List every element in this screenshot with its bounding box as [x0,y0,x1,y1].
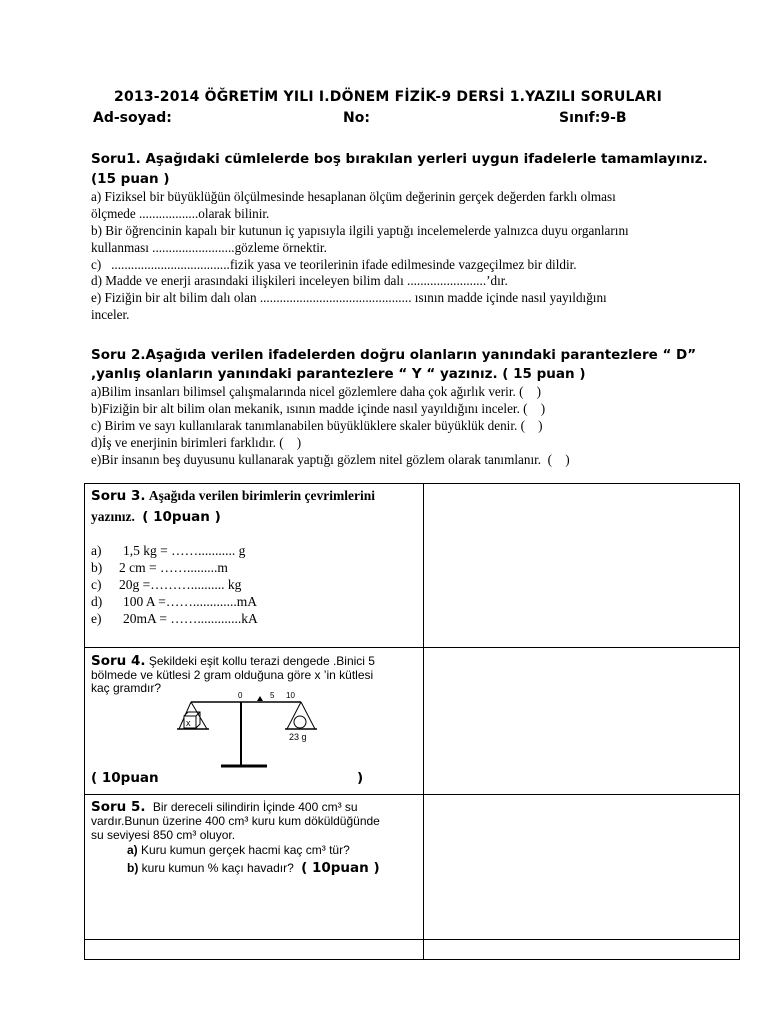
q4-text-cont: bölmede ve kütlesi 2 gram olduğuna göre x ’in kütlesi [91,668,374,682]
rider-marker-icon [257,696,263,701]
q3-cell [85,484,424,648]
q4-cell [85,648,424,795]
q2-heading: Soru 2.Aşağıda verilen ifadelerden doğru olanların yanındaki parantezlere “ D” [91,347,697,363]
q5-answer-area [424,795,740,940]
q3-answer-area [424,484,740,648]
q5-part-b: b) kuru kumun % kaçı havadır? ( 10puan ) [127,860,380,876]
exam-title: 2013-2014 ÖĞRETİM YILI I.DÖNEM FİZİK-9 DERSİ 1.YAZILI SORULARI [114,89,663,105]
name-label: Ad-soyad: [93,110,172,126]
q3-label: Soru 3. [91,488,146,504]
q2-line: e)Bir insanın beş duyusunu kullanarak yaptığı gözlem nitel gözlem olarak tanımlanır. ( ) [91,452,570,467]
q3-item: a) 1,5 kg = ……........... g [91,543,246,558]
class-label: Sınıf:9-B [559,110,627,126]
q5-text: Bir dereceli silindirin İçinde 400 cm³ su [152,800,358,814]
q5-text-cont: vardır.Bunun üzerine 400 cm³ kuru kum döküldüğünde [91,814,380,828]
q2-line: c) Birim ve sayı kullanılarak tanımlanabilen büyüklüklere skaler büyüklük denir. ( ) [91,418,543,433]
q5-part-a: a) Kuru kumun gerçek hacmi kaç cm³ tür? [127,843,350,857]
number-label: No: [343,110,370,126]
q4-label: Soru 4. [91,653,146,669]
q5-points: ( 10puan ) [301,860,380,876]
q4-text: Şekildeki eşit kollu terazi dengede .Binici 5 [148,654,375,668]
q4-points-open: ( 10puan [91,770,159,786]
q1-line: d) Madde ve enerji arasındaki ilişkileri inceleyen bilim dalı ........................’dır. [91,273,508,288]
cube-x-icon [184,712,200,728]
q2-heading-cont: ,yanlış olanların yanındaki parantezlere “ Y “ yazınız. ( 15 puan ) [91,366,586,382]
empty-cell [85,940,424,960]
tick-label-5: 5 [270,691,275,700]
q3-item: c) 20g =……….......... kg [91,577,242,592]
q1-line: a) Fiziksel bir büyüklüğün ölçülmesinde hesaplanan ölçüm değerinin gerçek değerden farklı olması [91,189,616,204]
q5-text-cont: su seviyesi 850 cm³ oluyor. [91,828,236,842]
q2-line: d)İş ve enerjinin birimleri farklıdır. ( ) [91,435,302,450]
weight-ball-icon [294,716,306,728]
q4-points-close: ) [357,770,364,786]
balance-scale-figure [177,691,317,769]
q5-cell [85,795,424,940]
left-mass-label: x [186,718,191,728]
q1-line: b) Bir öğrencinin kapalı bir kutunun iç yapısıyla ilgili yaptığı incelemelerde yalnızca duyu organlarını [91,223,629,238]
q1-line: e) Fiziğin bir alt bilim dalı olan .............................................. ısının madde içinde nasıl yayıldığını [91,290,607,305]
q2-line: b)Fiziğin bir alt bilim olan mekanik, ısının madde içinde nasıl yayıldığını inceler. ( ) [91,401,546,416]
q3-text: Aşağıda verilen birimlerin çevrimlerini [148,488,375,503]
right-mass-label: 23 g [289,732,307,742]
tick-label-10: 10 [286,691,295,700]
q4-text-cont: kaç gramdır? [91,681,162,695]
q1-points: (15 puan ) [91,171,170,187]
empty-cell [424,940,740,960]
questions-table [84,483,740,960]
q3-text-cont: yazınız. [91,509,135,524]
q3-item: d) 100 A =…….............mA [91,594,257,609]
q1-line: ölçmede ..................olarak bilinir. [91,206,270,221]
q4-answer-area [424,648,740,795]
tick-label-0: 0 [238,691,243,700]
q3-points: ( 10puan ) [142,509,221,525]
q5-label: Soru 5. [91,799,146,815]
q1-line: c) ....................................fizik yasa ve teorilerinin ifade edilmesinde vazgeçilmez bir dildir. [91,257,577,272]
q1-heading: Soru1. Aşağıdaki cümlelerde boş bırakılan yerleri uygun ifadelerle tamamlayınız. [91,151,708,167]
q3-item: e) 20mA = …….............kA [91,611,258,626]
q1-line: kullanması .........................gözleme örnektir. [91,240,327,255]
q3-item: b) 2 cm = …….........m [91,560,228,575]
q1-line: inceler. [91,307,130,322]
q2-line: a)Bilim insanları bilimsel çalışmalarında nicel gözlemlere daha çok ağırlık verir. ( ) [91,384,542,399]
